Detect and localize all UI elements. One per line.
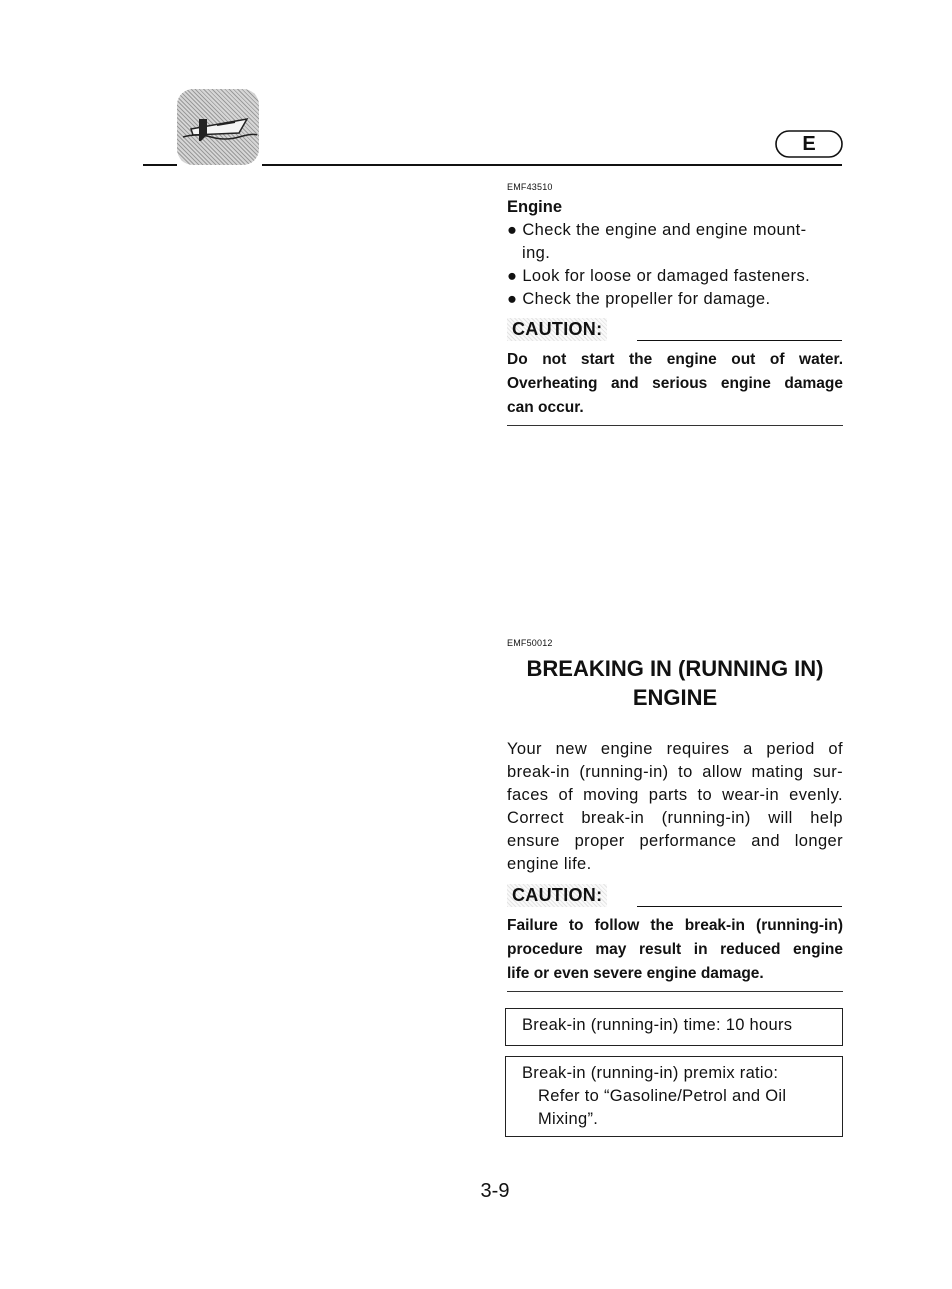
caution-line-2: Overheating and serious engine damage — [507, 375, 843, 392]
premix-ratio-label: Break-in (running-in) premix ratio: — [522, 1064, 779, 1082]
caution-label: CAUTION: — [507, 318, 607, 341]
break-in-time-text: Break-in (running-in) time: 10 hours — [522, 1016, 793, 1034]
premix-ratio-box — [505, 1056, 843, 1137]
header-rule-left — [143, 164, 177, 166]
caution-text — [507, 348, 843, 420]
caution-rule — [637, 906, 842, 907]
caution-line-3: can occur. — [507, 399, 584, 416]
section-heading: Engine — [507, 198, 563, 216]
caution-header — [507, 884, 842, 910]
section-title-line-1: BREAKING IN (RUNNING IN) — [526, 656, 824, 681]
section-title-line-2: ENGINE — [632, 685, 718, 710]
intro-paragraph — [507, 738, 843, 876]
premix-ratio-ref-2: Mixing”. — [538, 1110, 599, 1128]
page-number: 3-9 — [480, 1180, 510, 1202]
caution-end-rule — [507, 991, 843, 992]
caution-rule — [637, 340, 842, 341]
paragraph-line: Correct break-in (running-in) will help — [507, 809, 843, 827]
language-badge: E — [802, 133, 816, 155]
list-item: ● Look for loose or damaged fasteners. — [507, 267, 811, 285]
break-in-time-box — [505, 1008, 843, 1046]
list-item: ● Check the engine and engine mount- ing. — [507, 221, 807, 262]
section-code: EMF43510 — [507, 182, 553, 192]
caution-header — [507, 318, 842, 344]
caution-label: CAUTION: — [507, 884, 607, 907]
section-code: EMF50012 — [507, 638, 553, 648]
caution-line-2: procedure may result in reduced engine — [507, 941, 843, 958]
premix-ratio-ref: Refer to “Gasoline/Petrol and Oil — [538, 1087, 787, 1105]
paragraph-line: faces of moving parts to wear-in evenly. — [507, 786, 843, 804]
list-item-text: Check the propeller for damage. — [522, 290, 771, 308]
outboard-boat-icon — [177, 89, 259, 165]
caution-text — [507, 914, 843, 986]
section-title — [507, 654, 843, 712]
paragraph-line: Your new engine requires a period of — [507, 740, 843, 758]
paragraph-line: engine life. — [507, 855, 592, 873]
paragraph-line: ensure proper performance and longer — [507, 832, 843, 850]
caution-line-3: life or even severe engine damage. — [507, 965, 764, 982]
header-rule-right — [262, 164, 842, 166]
caution-end-rule — [507, 425, 843, 426]
paragraph-line: break-in (running-in) to allow mating sur- — [507, 763, 843, 781]
list-item-text: Check the engine and engine mount- ing. — [522, 221, 807, 262]
caution-line-1: Do not start the engine out of water. — [507, 351, 843, 368]
list-item-text: Look for loose or damaged fasteners. — [522, 267, 811, 285]
caution-line-1: Failure to follow the break-in (running-in) — [507, 917, 843, 934]
list-item: ● Check the propeller for damage. — [507, 290, 771, 308]
